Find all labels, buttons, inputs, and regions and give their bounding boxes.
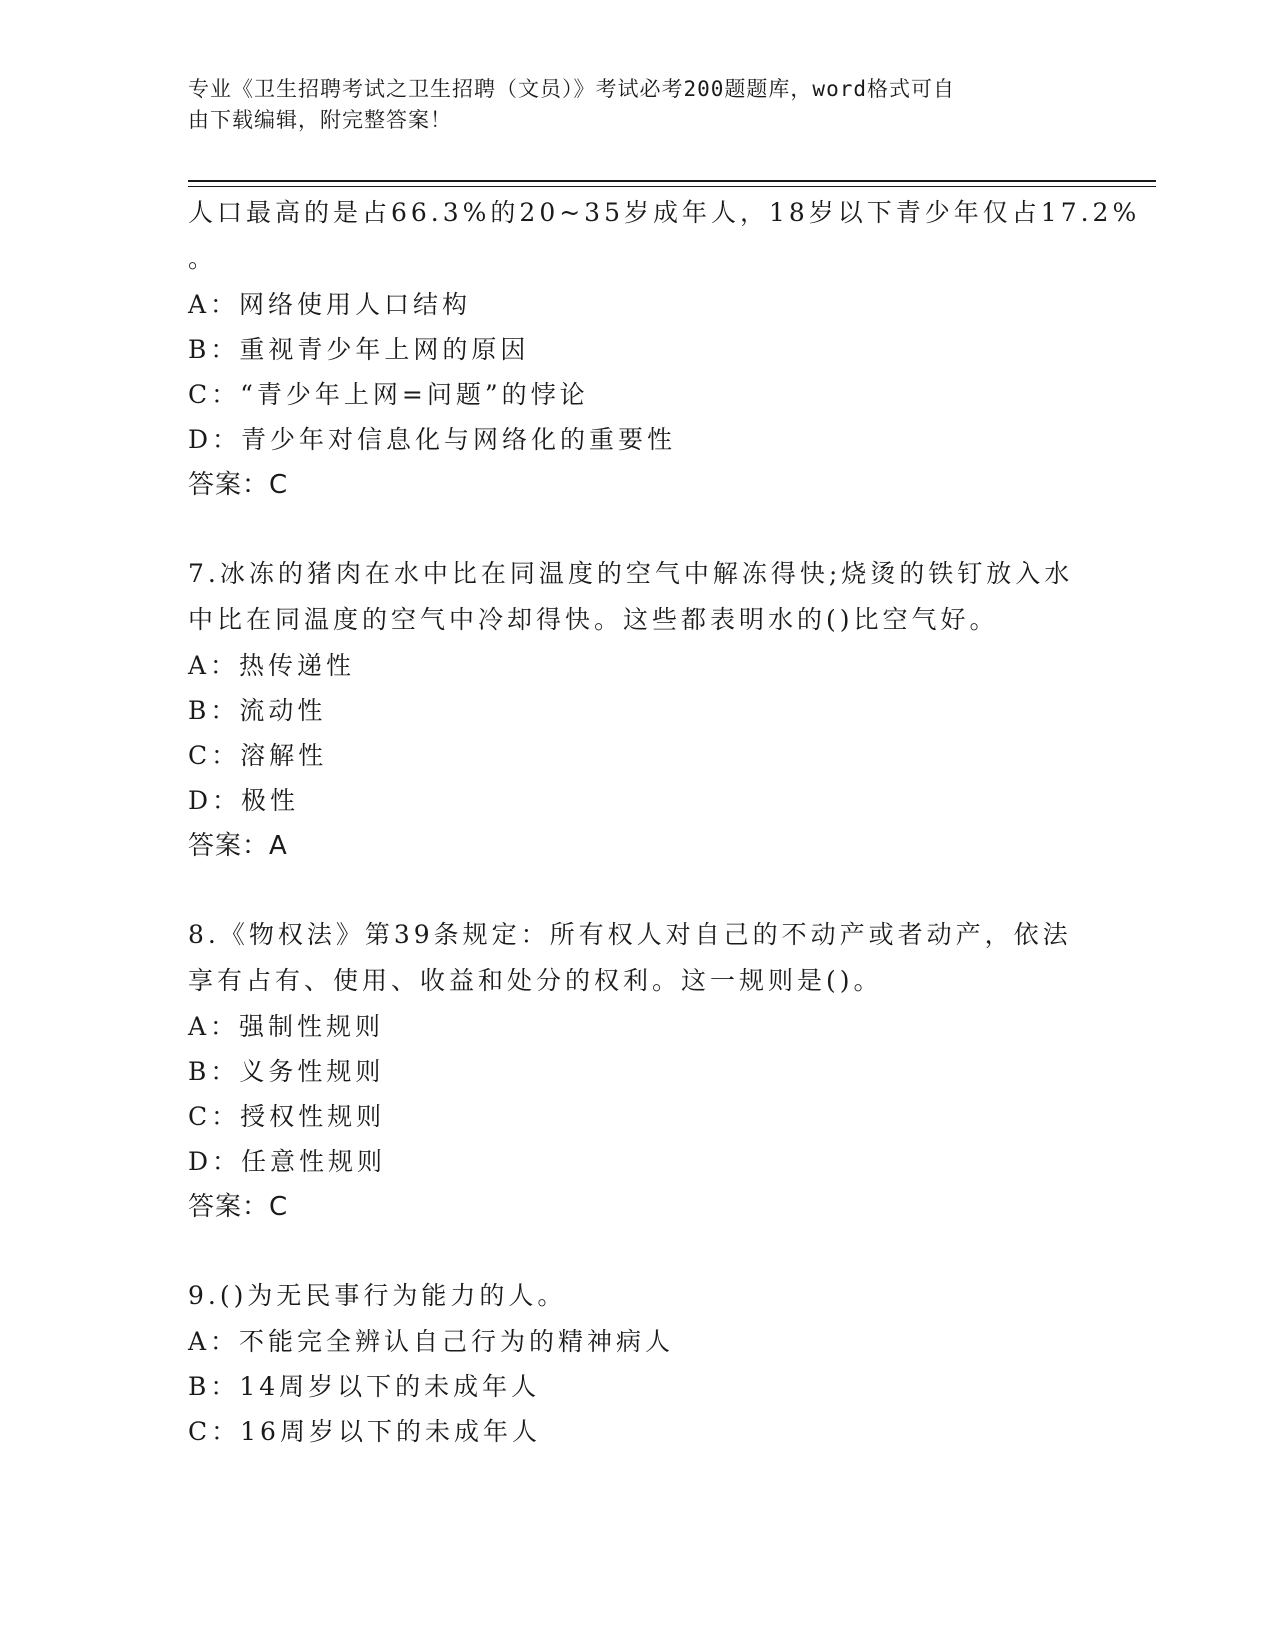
- header-line-2: 由下载编辑，附完整答案！: [188, 108, 452, 132]
- question-7: [188, 551, 1088, 869]
- option-b: B：流动性: [188, 696, 327, 725]
- option-c: C：16周岁以下的未成年人: [188, 1417, 541, 1446]
- question-gap: [188, 869, 1088, 912]
- question-content: [188, 190, 1141, 1454]
- question-6: [188, 190, 1141, 508]
- answer-line: 答案：C: [188, 470, 289, 500]
- question-stem-line: 9.()为无民事行为能力的人。: [188, 1281, 567, 1310]
- option-a: A：热传递性: [188, 651, 356, 680]
- option-c: C：溶解性: [188, 741, 328, 770]
- option-a: A：网络使用人口结构: [188, 290, 472, 319]
- question-stem-line: 。: [188, 244, 218, 273]
- question-stem-line: 8.《物权法》第39条规定：所有权人对自己的不动产或者动产，依法: [188, 920, 1072, 949]
- question-gap: [188, 508, 1088, 551]
- question-stem-line: 人口最高的是占66.3%的20~35岁成年人，18岁以下青少年仅占17.2%: [188, 198, 1141, 227]
- question-9: [188, 1273, 1088, 1454]
- answer-line: 答案：C: [188, 1192, 289, 1222]
- header-rule-thick: [188, 180, 1156, 182]
- header-line-1: 专业《卫生招聘考试之卫生招聘（文员）》考试必考200题题库，word格式可自: [188, 77, 955, 101]
- question-8: [188, 912, 1088, 1230]
- option-b: B：重视青少年上网的原因: [188, 335, 530, 364]
- question-stem-line: 享有占有、使用、收益和处分的权利。这一规则是()。: [188, 966, 883, 995]
- question-stem-line: 7.冰冻的猪肉在水中比在同温度的空气中解冻得快;烧烫的铁钉放入水: [188, 559, 1074, 588]
- option-a: A：不能完全辨认自己行为的精神病人: [188, 1327, 675, 1356]
- option-a: A：强制性规则: [188, 1012, 385, 1041]
- question-gap: [188, 1230, 1088, 1273]
- document-header: [188, 74, 1088, 136]
- option-d: D：任意性规则: [188, 1147, 387, 1176]
- answer-line: 答案：A: [188, 831, 288, 861]
- option-c: C：授权性规则: [188, 1102, 386, 1131]
- option-c: C：“青少年上网=问题”的悖论: [188, 380, 589, 409]
- option-d: D：青少年对信息化与网络化的重要性: [188, 425, 677, 454]
- option-b: B：义务性规则: [188, 1057, 385, 1086]
- option-d: D：极性: [188, 786, 300, 815]
- question-stem-line: 中比在同温度的空气中冷却得快。这些都表明水的()比空气好。: [188, 605, 999, 634]
- header-rule-thin: [188, 186, 1156, 187]
- option-b: B：14周岁以下的未成年人: [188, 1372, 541, 1401]
